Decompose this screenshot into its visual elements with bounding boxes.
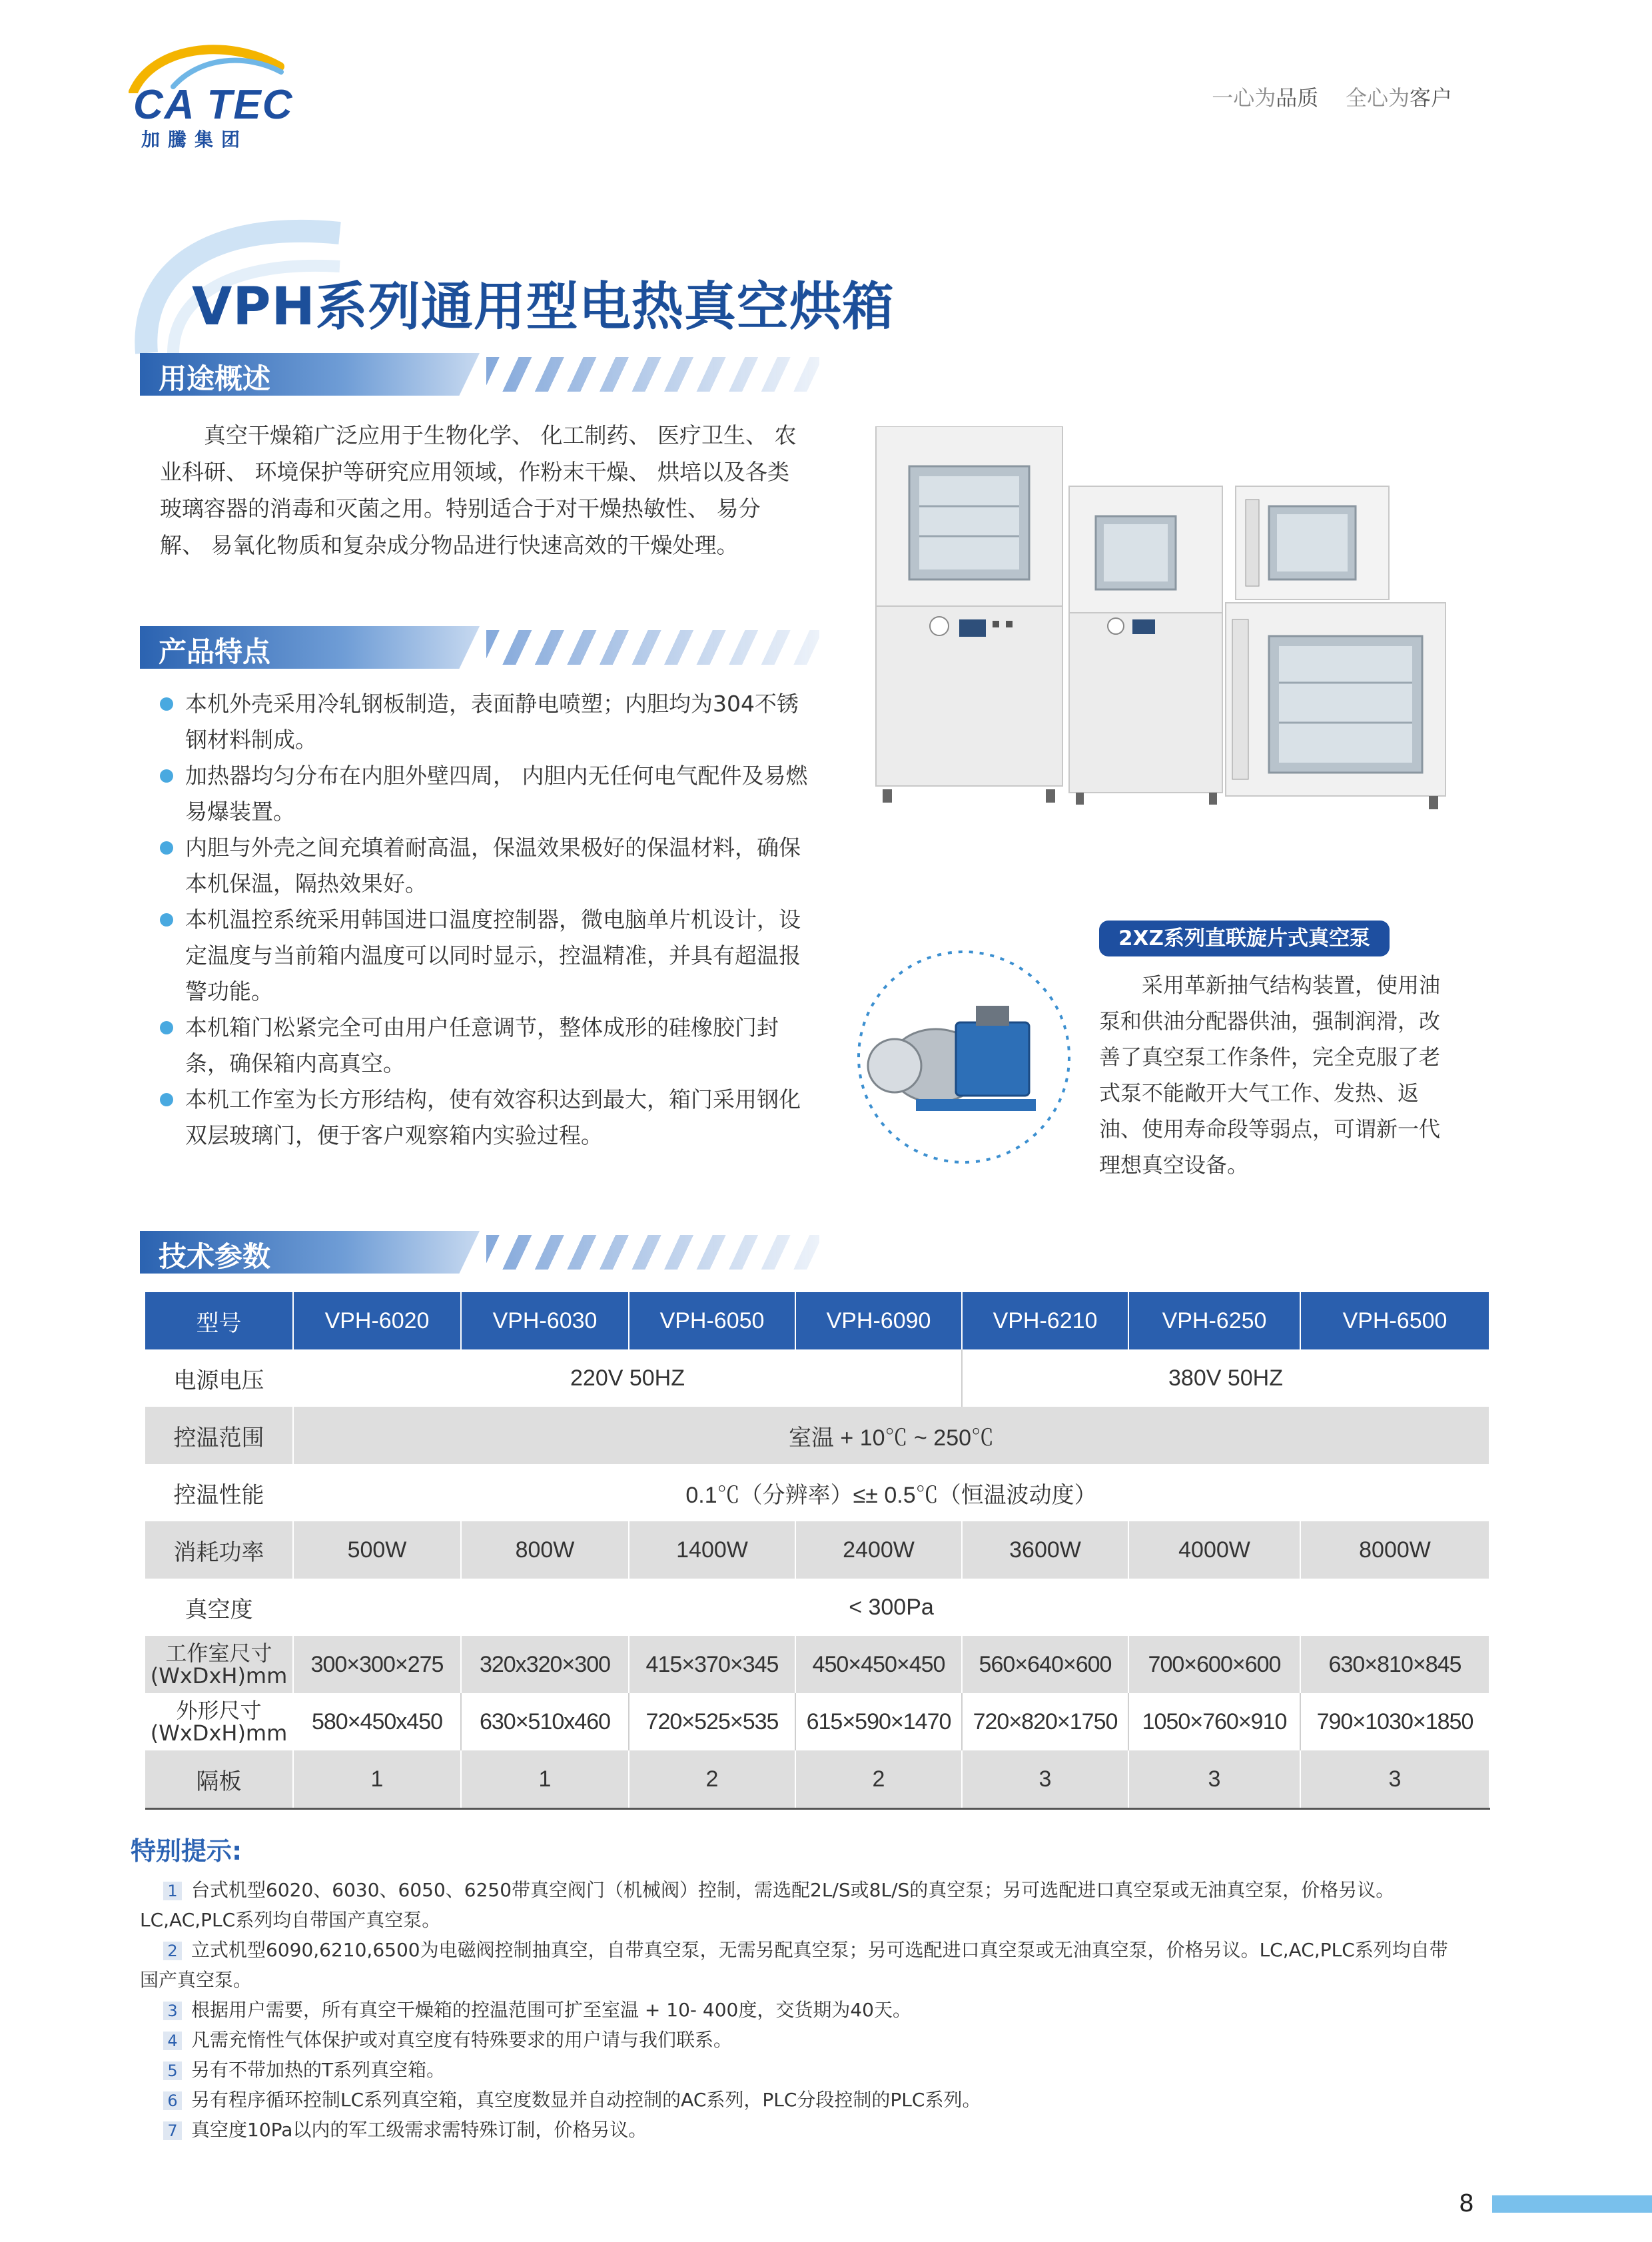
- table-row: [145, 1464, 1489, 1521]
- table-cell: 3600W: [962, 1521, 1128, 1579]
- usage-paragraph: 真空干燥箱广泛应用于生物化学、 化工制药、 医疗卫生、 农业科研、 环境保护等研究应用领域，作粉末干燥、 烘培以及各类玻璃容器的消毒和灭菌之用。特别适合于对干燥热敏性、 易分解、 易氧化物质和复杂成分物品进行快速高效的干燥处理。: [160, 422, 797, 558]
- feature-item: 本机温控系统采用韩国进口温度控制器，微电脑单片机设计，设定温度与当前箱内温度可以同时显示，控温精准，并具有超温报警功能。: [160, 902, 813, 1010]
- row-label: 工作室尺寸 (WxDxH)mm: [145, 1636, 293, 1693]
- features-list: [160, 686, 813, 1154]
- note-item: 6 另有程序循环控制LC系列真空箱，真空度数显并自动控制的AC系列，PLC分段控制的PLC系列。: [140, 2085, 1472, 2115]
- table-cell: 0.1℃（分辨率）≤± 0.5℃（恒温波动度）: [293, 1464, 1489, 1521]
- table-cell: 2: [629, 1750, 795, 1809]
- table-cell: < 300Pa: [293, 1579, 1489, 1636]
- table-row: [145, 1521, 1489, 1579]
- table-cell: 380V 50HZ: [962, 1349, 1489, 1407]
- table-header-cell: VPH-6050: [629, 1292, 795, 1349]
- header-slogan: 一心为品质 全心为客户: [1212, 85, 1452, 111]
- table-cell: 415×370×345: [629, 1636, 795, 1693]
- table-row: [145, 1750, 1489, 1809]
- table-cell: 700×600×600: [1128, 1636, 1300, 1693]
- logo-wordmark: CA TEC: [133, 82, 294, 128]
- table-cell: 1: [293, 1750, 461, 1809]
- table-row: [145, 1636, 1489, 1693]
- table-cell: 720×525×535: [629, 1693, 795, 1750]
- section-usage-label: 用途概述: [159, 362, 271, 395]
- spec-table: [145, 1292, 1490, 1810]
- row-label: 真空度: [145, 1579, 293, 1636]
- table-cell: 630×510x460: [461, 1693, 629, 1750]
- row-label: 外形尺寸 (WxDxH)mm: [145, 1693, 293, 1750]
- note-number: 1: [163, 1882, 182, 1900]
- note-item: 3 根据用户需要，所有真空干燥箱的控温范围可扩至室温 + 10- 400度，交货期为40天。: [140, 1995, 1472, 2025]
- note-item: 7 真空度10Pa以内的军工级需求需特殊订制，价格另议。: [140, 2115, 1472, 2145]
- row-label: 控温性能: [145, 1464, 293, 1521]
- row-label: 控温范围: [145, 1407, 293, 1464]
- vacuum-pump-image: [856, 949, 1072, 1166]
- table-cell: 300×300×275: [293, 1636, 461, 1693]
- note-item: 1 台式机型6020、6030、6050、6250带真空阀门（机械阀）控制，需选配2L/S或8L/S的真空泵；另可选配进口真空泵或无油真空泵，价格另议。: [140, 1875, 1472, 1905]
- row-label: 电源电压: [145, 1349, 293, 1407]
- table-cell: 8000W: [1300, 1521, 1489, 1579]
- bullet-icon: [160, 841, 173, 855]
- note-number: 4: [163, 2032, 182, 2050]
- table-row: [145, 1579, 1489, 1636]
- notes-list: [140, 1875, 1472, 2145]
- bullet-icon: [160, 1093, 173, 1106]
- pump-description: 采用革新抽气结构装置，使用油泵和供油分配器供油，强制润滑，改善了真空泵工作条件，完全克服了老式泵不能敞开大气工作、发热、返油、使用寿命段等弱点，可谓新一代理想真空设备。: [1099, 972, 1441, 1178]
- note-number: 2: [163, 1942, 182, 1960]
- row-label: 隔板: [145, 1750, 293, 1809]
- table-cell: 2400W: [795, 1521, 962, 1579]
- table-header-cell: VPH-6020: [293, 1292, 461, 1349]
- table-cell: 580×450x450: [293, 1693, 461, 1750]
- table-cell: 450×450×450: [795, 1636, 962, 1693]
- note-item: 2 立式机型6090,6210,6500为电磁阀控制抽真空，自带真空泵，无需另配真空泵；另可选配进口真空泵或无油真空泵，价格另议。LC,AC,PLC系列均自带: [140, 1935, 1472, 1965]
- note-item: 4 凡需充惰性气体保护或对真空度有特殊要求的用户请与我们联系。: [140, 2025, 1472, 2055]
- table-cell: 1400W: [629, 1521, 795, 1579]
- section-features-header: [140, 626, 819, 669]
- table-header-cell: VPH-6500: [1300, 1292, 1489, 1349]
- table-cell: 4000W: [1128, 1521, 1300, 1579]
- pump-series-tag: 2XZ系列直联旋片式真空泵: [1099, 921, 1390, 956]
- page-accent-bar: [1492, 2195, 1652, 2213]
- bullet-icon: [160, 769, 173, 783]
- table-cell: 3: [1300, 1750, 1489, 1809]
- bullet-icon: [160, 913, 173, 927]
- table-cell: 220V 50HZ: [293, 1349, 962, 1407]
- vacuum-oven-product-image: [863, 426, 1449, 813]
- table-header-cell: VPH-6090: [795, 1292, 962, 1349]
- page-number: 8: [1459, 2190, 1474, 2217]
- table-header-row: [145, 1292, 1489, 1349]
- section-features-label: 产品特点: [159, 635, 271, 668]
- note-item-continued: 国产真空泵。: [140, 1969, 252, 1991]
- table-cell: 3: [962, 1750, 1128, 1809]
- feature-item: 本机箱门松紧完全可由用户任意调节，整体成形的硅橡胶门封条，确保箱内高真空。: [160, 1010, 813, 1082]
- table-cell: 615×590×1470: [795, 1693, 962, 1750]
- note-item: 5 另有不带加热的T系列真空箱。: [140, 2055, 1472, 2085]
- note-number: 6: [163, 2091, 182, 2110]
- section-specs-label: 技术参数: [159, 1240, 271, 1273]
- logo-subtitle: 加騰集团: [141, 129, 248, 151]
- table-cell: 720×820×1750: [962, 1693, 1128, 1750]
- table-cell: 1050×760×910: [1128, 1693, 1300, 1750]
- table-cell: 560×640×600: [962, 1636, 1128, 1693]
- feature-item: 本机外壳采用冷轧钢板制造，表面静电喷塑；内胆均为304不锈钢材料制成。: [160, 686, 813, 758]
- table-cell: 800W: [461, 1521, 629, 1579]
- table-cell: 500W: [293, 1521, 461, 1579]
- feature-item: 内胆与外壳之间充填着耐高温，保温效果极好的保温材料，确保本机保温，隔热效果好。: [160, 830, 813, 902]
- bullet-icon: [160, 697, 173, 711]
- table-row: [145, 1349, 1489, 1407]
- bullet-icon: [160, 1021, 173, 1034]
- table-cell: 3: [1128, 1750, 1300, 1809]
- table-cell: 室温 + 10℃ ~ 250℃: [293, 1407, 1489, 1464]
- notes-title: 特别提示:: [131, 1836, 242, 1866]
- table-header-cell: VPH-6030: [461, 1292, 629, 1349]
- table-header-cell: 型号: [145, 1292, 293, 1349]
- page-title: VPH系列通用型电热真空烘箱: [192, 277, 895, 337]
- table-row: [145, 1407, 1489, 1464]
- table-cell: 630×810×845: [1300, 1636, 1489, 1693]
- note-number: 7: [163, 2121, 182, 2140]
- table-cell: 1: [461, 1750, 629, 1809]
- table-row: [145, 1693, 1489, 1750]
- note-number: 3: [163, 2002, 182, 2020]
- row-label: 消耗功率: [145, 1521, 293, 1579]
- table-cell: 790×1030×1850: [1300, 1693, 1489, 1750]
- feature-item: 本机工作室为长方形结构，使有效容积达到最大，箱门采用钢化双层玻璃门，便于客户观察箱内实验过程。: [160, 1082, 813, 1154]
- section-usage-header: [140, 353, 819, 396]
- section-specs-header: [140, 1231, 819, 1274]
- table-cell: 2: [795, 1750, 962, 1809]
- note-number: 5: [163, 2061, 182, 2080]
- table-cell: 320x320×300: [461, 1636, 629, 1693]
- feature-item: 加热器均匀分布在内胆外壁四周， 内胆内无任何电气配件及易燃易爆装置。: [160, 758, 813, 830]
- table-header-cell: VPH-6250: [1128, 1292, 1300, 1349]
- company-logo: [127, 40, 300, 151]
- note-item-continued: LC,AC,PLC系列均自带国产真空泵。: [140, 1909, 441, 1931]
- table-header-cell: VPH-6210: [962, 1292, 1128, 1349]
